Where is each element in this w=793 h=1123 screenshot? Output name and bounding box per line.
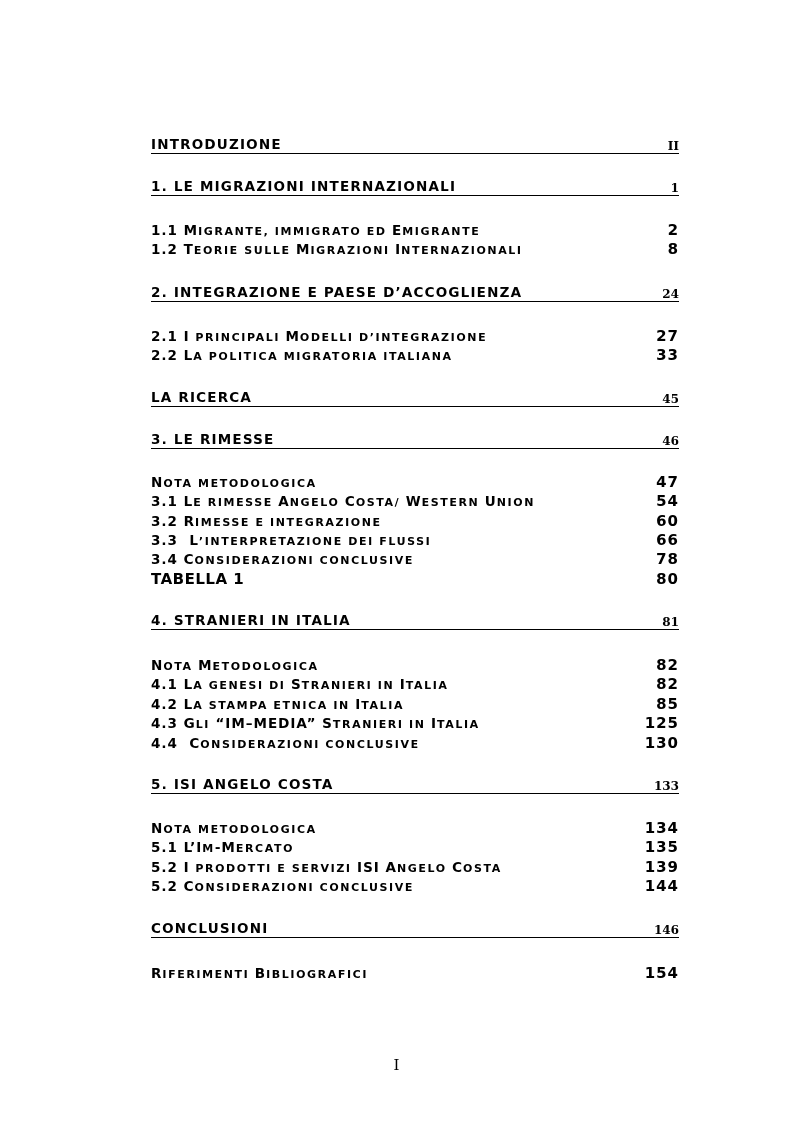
toc-entry-title: 5.2 I PRODOTTI E SERVIZI ISI ANGELO COSTA — [151, 860, 502, 876]
toc-page: 144 — [644, 877, 679, 895]
toc-page: 154 — [644, 964, 679, 982]
toc-page: 1 — [670, 181, 679, 195]
toc-chapter-5[interactable] — [151, 775, 679, 797]
toc-entry-riferimenti[interactable] — [151, 964, 679, 986]
toc-entry-title: 4.2 LA STAMPA ETNICA IN ITALIA — [151, 697, 405, 713]
toc-page: 46 — [662, 434, 679, 448]
page-number: I — [393, 1056, 400, 1074]
toc-page: 130 — [644, 734, 679, 752]
leader-line — [151, 448, 679, 449]
toc-page: 27 — [656, 327, 679, 345]
toc-page: 2 — [667, 221, 679, 239]
toc-page: 8 — [667, 240, 679, 258]
toc-page: 82 — [656, 675, 679, 693]
toc-page: 82 — [656, 656, 679, 674]
toc-page: 81 — [662, 615, 679, 629]
toc-entry-title: 4.4 CONSIDERAZIONI CONCLUSIVE — [151, 736, 420, 752]
toc-page: II — [667, 139, 679, 153]
leader-line — [151, 937, 679, 938]
toc-chapter-1[interactable] — [151, 177, 679, 199]
toc-page: 66 — [656, 531, 679, 549]
toc-entry-title: 3.2 RIMESSE E INTEGRAZIONE — [151, 514, 382, 530]
toc-page: 47 — [656, 473, 679, 491]
toc-page: 125 — [644, 714, 679, 732]
toc-page: 133 — [653, 779, 679, 793]
toc-page: 80 — [656, 570, 679, 588]
toc-page: 134 — [644, 819, 679, 837]
toc-title: 3. LE RIMESSE — [151, 432, 275, 448]
toc-entry-title: 4.3 GLI “IM–MEDIA” STRANIERI IN ITALIA — [151, 716, 480, 732]
toc-section-ricerca[interactable] — [151, 388, 679, 410]
toc-entry-title: 5.2 CONSIDERAZIONI CONCLUSIVE — [151, 879, 414, 895]
leader-line — [151, 793, 679, 794]
toc-entry-title: 5.1 L’IM-MERCATO — [151, 840, 295, 856]
toc-chapter-2[interactable] — [151, 283, 679, 305]
toc-entry-3-4[interactable] — [151, 550, 679, 572]
toc-entry-title: 2.1 I PRINCIPALI MODELLI D’INTEGRAZIONE — [151, 329, 488, 345]
leader-line — [151, 195, 679, 196]
toc-entry-title: 2.2 LA POLITICA MIGRATORIA ITALIANA — [151, 348, 453, 364]
toc-entry-title: NOTA METODOLOGICA — [151, 658, 319, 674]
toc-page: 78 — [656, 550, 679, 568]
toc-entry-title: 3.4 CONSIDERAZIONI CONCLUSIVE — [151, 552, 414, 568]
toc-page: 135 — [644, 838, 679, 856]
toc-title: INTRODUZIONE — [151, 137, 282, 153]
toc-entry-tabella-1[interactable] — [151, 570, 679, 592]
toc-entry-title: 1.1 MIGRANTE, IMMIGRATO ED EMIGRANTE — [151, 223, 481, 239]
toc-entry-1-2[interactable] — [151, 240, 679, 262]
toc-entry-5-2-considerazioni[interactable] — [151, 877, 679, 899]
toc-entry-3-1[interactable] — [151, 492, 679, 514]
toc-title: 4. STRANIERI IN ITALIA — [151, 613, 351, 629]
toc-entry-4-4[interactable] — [151, 734, 679, 756]
toc-entry-title: 4.1 LA GENESI DI STRANIERI IN ITALIA — [151, 677, 449, 693]
leader-line — [151, 153, 679, 154]
toc-entry-title: NOTA METODOLOGICA — [151, 475, 317, 491]
toc-title: LA RICERCA — [151, 390, 253, 406]
toc-entry-5-1[interactable] — [151, 838, 679, 860]
toc-chapter-4[interactable] — [151, 611, 679, 633]
toc-page: 45 — [662, 392, 679, 406]
toc-entry-title: RIFERIMENTI BIBLIOGRAFICI — [151, 966, 369, 982]
toc-page: 54 — [656, 492, 679, 510]
toc-entry-2-2[interactable] — [151, 346, 679, 368]
toc-section-introduzione[interactable] — [151, 135, 679, 157]
toc-page: 146 — [653, 923, 679, 937]
toc-title: 1. LE MIGRAZIONI INTERNAZIONALI — [151, 179, 457, 195]
toc-title: 2. INTEGRAZIONE E PAESE D’ACCOGLIENZA — [151, 285, 523, 301]
leader-line — [151, 629, 679, 630]
toc-entry-4-1[interactable] — [151, 675, 679, 697]
toc-entry-title: 3.3 L’INTERPRETAZIONE DEI FLUSSI — [151, 533, 432, 549]
toc-page: 139 — [644, 858, 679, 876]
toc-page: 33 — [656, 346, 679, 364]
toc-entry-title: NOTA METODOLOGICA — [151, 821, 317, 837]
toc-entry-title: TABELLA 1 — [151, 570, 245, 588]
leader-line — [151, 406, 679, 407]
toc-page: 60 — [656, 512, 679, 530]
toc-page: 85 — [656, 695, 679, 713]
toc-entry-4-3[interactable] — [151, 714, 679, 736]
toc-entry-title: 3.1 LE RIMESSE ANGELO COSTA/ WESTERN UNION — [151, 494, 536, 510]
toc-section-conclusioni[interactable] — [151, 919, 679, 941]
toc-chapter-3[interactable] — [151, 430, 679, 452]
toc-page: 24 — [662, 287, 679, 301]
toc-entry-title: 1.2 TEORIE SULLE MIGRAZIONI INTERNAZIONALI — [151, 242, 523, 258]
toc-title: CONCLUSIONI — [151, 921, 269, 937]
leader-line — [151, 301, 679, 302]
toc-title: 5. ISI ANGELO COSTA — [151, 777, 334, 793]
